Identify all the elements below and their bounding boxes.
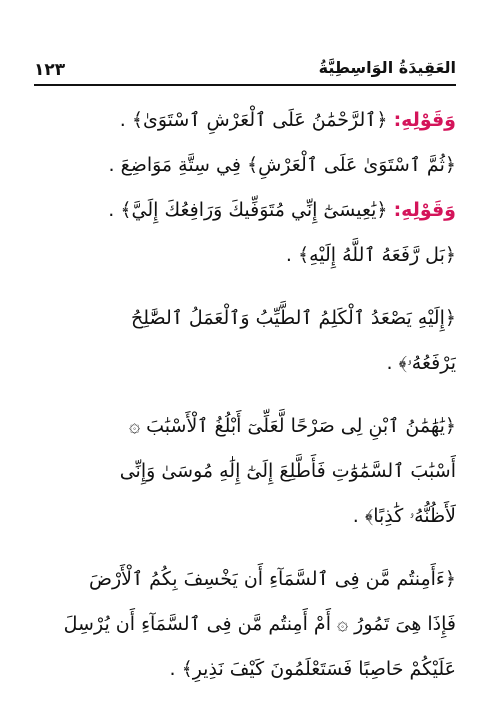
page-body bbox=[34, 98, 456, 692]
text-line-11: فَإِذَا هِىَ تَمُورُ ۞ أَمْ أَمِنتُم مَّن فِى ٱلسَّمَآءِ أَن يُرْسِلَ bbox=[63, 613, 456, 635]
header-divider bbox=[34, 84, 456, 86]
verse-text: ﴿يَٰعِيسَىٰٓ إِنِّي مُتَوَفِّيكَ وَرَافِعُكَ إِلَيَّ﴾ . bbox=[108, 199, 388, 221]
text-line-5: ﴿إِلَيْهِ يَصْعَدُ ٱلْكَلِمُ ٱلطَّيِّبُ وَٱلْعَمَلُ ٱلصَّٰلِحُ bbox=[130, 307, 456, 329]
text-line-9: لَأَظُنُّهُۥ كَٰذِبًا﴾ . bbox=[352, 505, 456, 527]
red-label: وَقَوْلِهِ: bbox=[393, 199, 456, 221]
text-line-10: ﴿ءَأَمِنتُم مَّن فِى ٱلسَّمَآءِ أَن يَخْسِفَ بِكُمُ ٱلْأَرْضَ bbox=[89, 568, 456, 590]
text-line-12: عَلَيْكُمْ حَاصِبًا فَسَتَعْلَمُونَ كَيْفَ نَذِيرِ﴾ . bbox=[169, 658, 456, 680]
text-line-1 bbox=[34, 98, 456, 143]
page-number: ١٢٣ bbox=[34, 60, 66, 80]
paragraph-gap bbox=[34, 278, 456, 296]
text-line-8: أَسْبَٰبَ ٱلسَّمَٰوَٰتِ فَأَطَّلِعَ إِلَىٰٓ إِلَٰهِ مُوسَىٰ وَإِنِّى bbox=[119, 460, 456, 482]
red-label: وَقَوْلِهِ: bbox=[393, 109, 456, 131]
text-line-7: ﴿يَٰهَٰمَٰنُ ٱبْنِ لِى صَرْحًا لَّعَلِّىٓ أَبْلُغُ ٱلْأَسْبَٰبَ ۞ bbox=[128, 415, 456, 437]
text-line-2: ﴿ثُمَّ ٱسْتَوَىٰ عَلَى ٱلْعَرْشِ﴾ فِي سِتَّةِ مَوَاضِعَ . bbox=[108, 154, 456, 176]
running-title: العَقِيدَةُ الوَاسِطِيَّةُ bbox=[318, 58, 456, 77]
text-line-6: يَرْفَعُهُۥ﴾ . bbox=[386, 352, 456, 374]
page-header bbox=[34, 56, 456, 84]
paragraph-gap bbox=[34, 539, 456, 557]
paragraph-gap bbox=[34, 386, 456, 404]
verse-text: ﴿ٱلرَّحْمَٰنُ عَلَى ٱلْعَرْشِ ٱسْتَوَىٰ﴾ . bbox=[119, 109, 388, 131]
text-line-4: ﴿بَل رَّفَعَهُ ٱللَّهُ إِلَيْهِ﴾ . bbox=[285, 244, 456, 266]
text-line-3 bbox=[34, 188, 456, 233]
